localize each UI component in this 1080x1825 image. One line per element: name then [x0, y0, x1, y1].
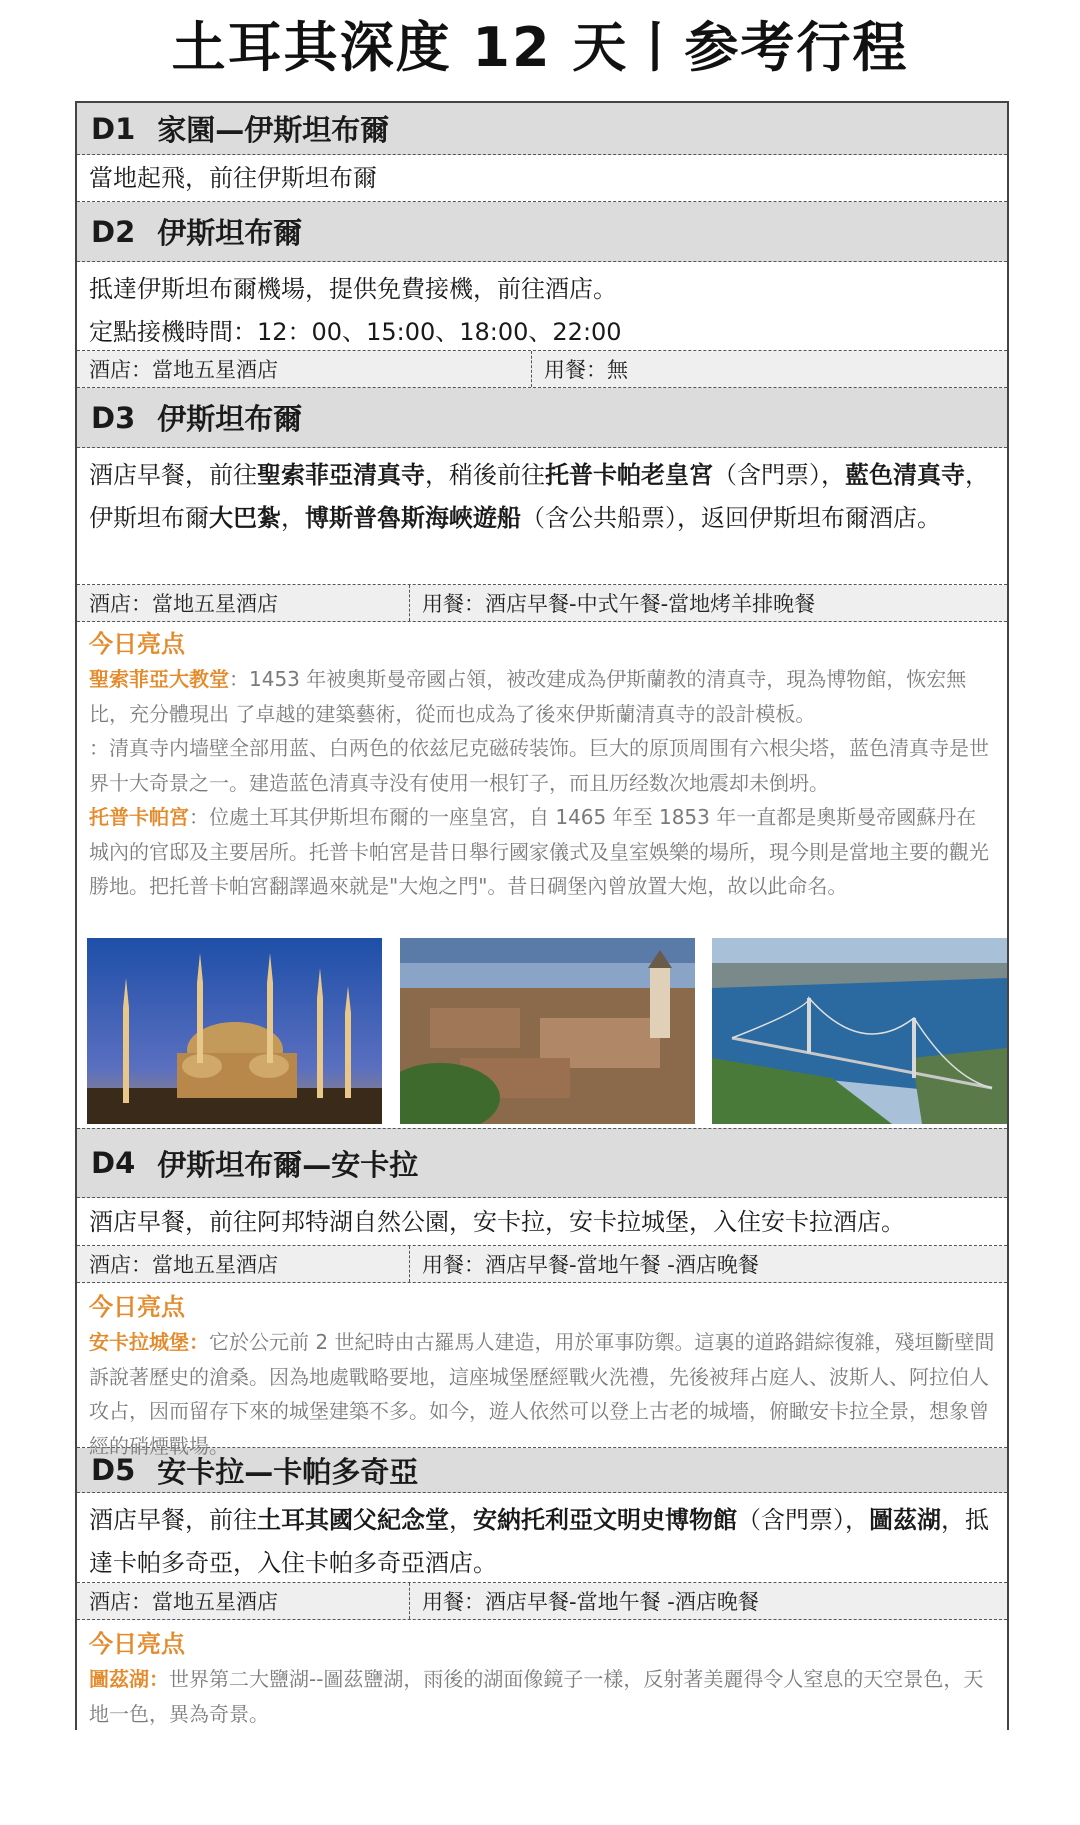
highlight-text: 世界第二大鹽湖--圖茲鹽湖，雨後的湖面像鏡子一樣，反射著美麗得令人窒息的天空景色，天地一色，異為奇景。 [89, 1667, 984, 1726]
attraction-ataturk-mausoleum: 土耳其國父紀念堂 [257, 1506, 449, 1534]
day-code: D1 [91, 111, 136, 146]
highlight-title: 今日亮点 [89, 1630, 185, 1658]
page-title: 土耳其深度 12 天丨参考行程 [171, 16, 909, 79]
highlight-keyword: 安卡拉城堡： [89, 1330, 209, 1354]
meal-info: 用餐：無 [531, 351, 640, 387]
desc-text: ， [449, 1506, 473, 1534]
highlight-paragraph [89, 662, 995, 731]
day-2-desc [77, 262, 1007, 351]
highlight-paragraph [89, 1662, 995, 1731]
day-2-meta [77, 351, 1007, 388]
day-4-highlights [77, 1283, 1007, 1458]
highlight-keyword: 聖索菲亞大教堂 [89, 667, 229, 691]
day-4-meta [77, 1246, 1007, 1283]
desc-line: 抵達伊斯坦布爾機場，提供免費接機，前往酒店。 [89, 275, 617, 303]
day-4-desc: 酒店早餐，前往阿邦特湖自然公園，安卡拉，安卡拉城堡，入住安卡拉酒店。 [77, 1198, 1007, 1246]
topkapi-palace-photo [400, 938, 695, 1124]
highlight-paragraph [89, 1325, 995, 1463]
day-5-header [77, 1448, 1007, 1493]
highlight-title: 今日亮点 [89, 1293, 185, 1321]
highlight-title: 今日亮点 [89, 630, 185, 658]
bosphorus-bridge-photo [712, 938, 1007, 1124]
hotel-info: 酒店：當地五星酒店 [89, 1590, 278, 1614]
attraction-salt-lake: 圖茲湖 [869, 1506, 941, 1534]
highlight-paragraph [89, 800, 995, 904]
attraction-hagia-sophia: 聖索菲亞清真寺 [257, 461, 425, 489]
day-2-header [77, 202, 1007, 262]
desc-text: ，稍後前往 [425, 461, 545, 489]
day-route: 伊斯坦布爾 [157, 216, 303, 250]
hotel-info: 酒店：當地五星酒店 [89, 358, 278, 382]
day-1-header [77, 103, 1007, 155]
desc-text: ， [281, 504, 305, 532]
highlight-keyword: 圖茲湖： [89, 1667, 169, 1691]
desc-text: 酒店早餐，前往 [89, 461, 257, 489]
desc-text: 酒店早餐，前往 [89, 1506, 257, 1534]
blue-mosque-photo [87, 938, 382, 1124]
desc-text: ，抵達卡帕多奇亞，入住卡帕多奇亞酒店。 [89, 1506, 989, 1577]
highlight-text: ：位處土耳其伊斯坦布爾的一座皇宮，自 1465 年至 1853 年一直都是奧斯曼帝國蘇丹在城內的官邸及主要居所。托普卡帕宮是昔日舉行國家儀式及皇室娛樂的場所，現今則是當地主要的觀光勝地。把托普卡帕宮翻譯過來就是"大炮之門"。昔日碉堡內曾放置大炮，故以此命名。 [89, 805, 989, 898]
desc-text: （含公共船票），返回伊斯坦布爾酒店。 [521, 504, 941, 532]
desc-text: （含門票）， [737, 1506, 869, 1534]
day-route: 安卡拉—卡帕多奇亞 [157, 1454, 419, 1489]
day-3-desc [77, 448, 1007, 585]
day-3-highlights [77, 622, 1007, 1128]
day-3-header [77, 388, 1007, 448]
desc-line: 定點接機時間：12：00、15:00、18:00、22:00 [89, 318, 622, 346]
photo-strip [77, 932, 1007, 1128]
attraction-anatolian-museum: 安納托利亞文明史博物館 [473, 1506, 737, 1534]
highlight-text: ：1453 年被奧斯曼帝國占領，被改建成為伊斯蘭教的清真寺，現為博物館，恢宏無比，充分體現出 了卓越的建築藝術，從而也成為了後來伊斯蘭清真寺的設計模板。 [89, 667, 967, 726]
day-code: D3 [91, 400, 136, 435]
highlight-keyword: 托普卡帕宮 [89, 805, 189, 829]
day-5-meta [77, 1583, 1007, 1620]
day-code: D5 [91, 1453, 136, 1487]
highlight-text: 它於公元前 2 世紀時由古羅馬人建造，用於軍事防禦。這裏的道路錯綜復雜，殘垣斷壁間訴說著歷史的滄桑。因為地處戰略要地，這座城堡歷經戰火洗禮，先後被拜占庭人、波斯人、阿拉伯人攻占，因而留存下來的城堡建築不多。如今，遊人依然可以登上古老的城墻，俯瞰安卡拉全景，想象曾經的硝煙戰場。 [89, 1330, 995, 1458]
highlight-block [77, 622, 1007, 932]
desc-text: ，伊斯坦布爾 [89, 461, 989, 532]
attraction-grand-bazaar: 大巴紮 [209, 504, 281, 532]
day-1-desc: 當地起飛，前往伊斯坦布爾 [77, 155, 1007, 202]
attraction-bosphorus-cruise: 博斯普魯斯海峽遊船 [305, 504, 521, 532]
day-code: D2 [91, 214, 136, 249]
attraction-topkapi: 托普卡帕老皇宮 [545, 461, 713, 489]
day-route: 伊斯坦布爾—安卡拉 [157, 1147, 419, 1182]
meal-info: 用餐：酒店早餐-當地午餐 -酒店晚餐 [409, 1583, 771, 1619]
meal-info: 用餐：酒店早餐-中式午餐-當地烤羊排晚餐 [409, 585, 827, 621]
day-5-desc [77, 1493, 1007, 1583]
attraction-blue-mosque: 藍色清真寺 [845, 461, 965, 489]
highlight-paragraph: ：清真寺内墙壁全部用蓝、白两色的依兹尼克磁砖装饰。巨大的原顶周围有六根尖塔，蓝色清真寺是世界十大奇景之一。建造蓝色清真寺没有使用一根钉子，而且历经数次地震却未倒坍。 [89, 736, 989, 795]
meal-info: 用餐：酒店早餐-當地午餐 -酒店晚餐 [409, 1246, 771, 1282]
day-3-meta [77, 585, 1007, 622]
day-route: 家園—伊斯坦布爾 [157, 113, 390, 147]
desc-text: （含門票）， [713, 461, 845, 489]
day-4-header [77, 1128, 1007, 1198]
itinerary-table [75, 101, 1009, 1730]
hotel-info: 酒店：當地五星酒店 [89, 592, 278, 616]
day-route: 伊斯坦布爾 [157, 402, 303, 436]
day-5-highlights [77, 1620, 1007, 1730]
hotel-info: 酒店：當地五星酒店 [89, 1253, 278, 1277]
day-code: D4 [91, 1146, 136, 1180]
